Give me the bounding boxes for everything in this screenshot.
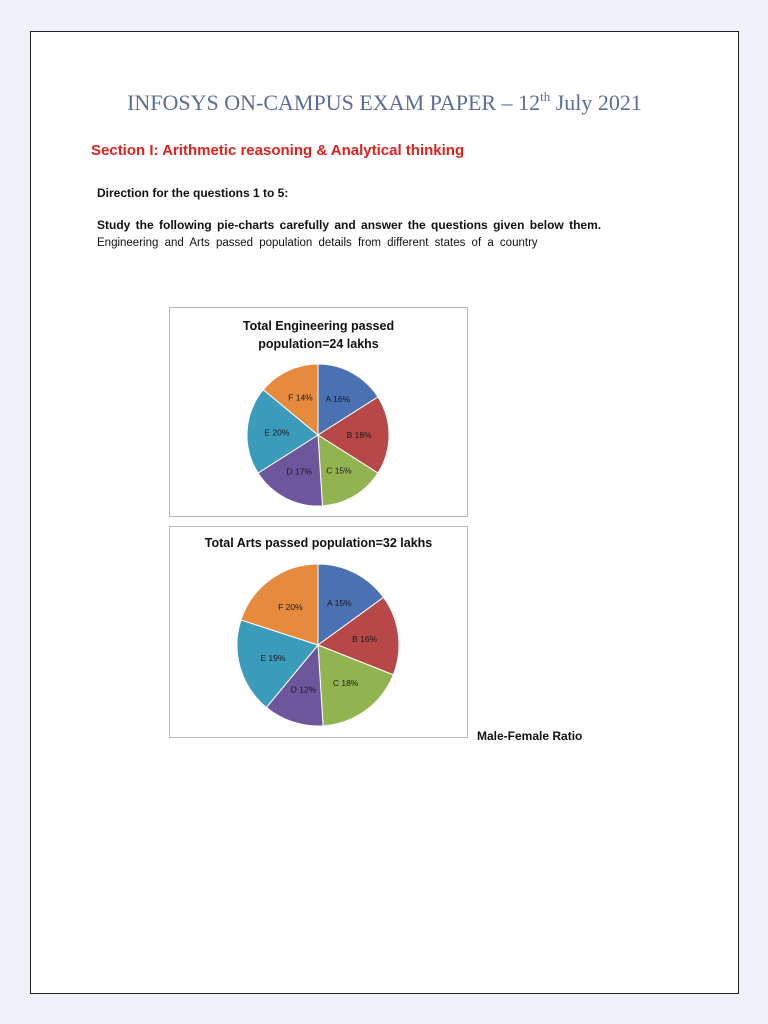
- pie-label-d: D 17%: [286, 466, 313, 477]
- arts-title-line1: Total Arts passed population=32 lakhs: [204, 536, 433, 550]
- direction-text: Direction for the questions 1 to 5:: [97, 186, 289, 200]
- pie-label-c: C 15%: [326, 465, 352, 476]
- arts-pie-svg: [170, 527, 467, 737]
- arts-pie-chart: [169, 526, 468, 738]
- chart-description: Engineering and Arts passed population details from different states of a country: [97, 237, 538, 249]
- title-superscript: th: [540, 89, 551, 104]
- pie-label-d: D 12%: [290, 684, 317, 695]
- page-title: [31, 90, 738, 116]
- title-main: INFOSYS ON-CAMPUS EXAM PAPER – 12: [127, 90, 541, 115]
- pie-label-a: A 15%: [327, 598, 352, 609]
- title-rest: July 2021: [550, 90, 642, 115]
- pie-label-a: A 16%: [325, 393, 351, 404]
- section-heading: Section I: Arithmetic reasoning & Analytical thinking: [91, 142, 465, 159]
- engineering-pie-svg: [170, 308, 467, 516]
- exam-page: [30, 31, 739, 994]
- engineering-title-line2: population=24 lakhs: [258, 337, 379, 351]
- pie-label-c: C 18%: [332, 678, 359, 689]
- male-female-ratio-label: Male-Female Ratio: [477, 729, 583, 743]
- engineering-title-line1: Total Engineering passed: [242, 319, 395, 333]
- pie-label-e: E 19%: [260, 653, 286, 664]
- engineering-pie-chart: [169, 307, 468, 517]
- study-instruction: Study the following pie-charts carefully and answer the questions given below them.: [97, 218, 602, 232]
- pie-label-b: B 16%: [352, 634, 378, 645]
- pie-label-b: B 18%: [346, 430, 372, 440]
- pie-label-f: F 14%: [288, 392, 313, 403]
- pie-label-e: E 20%: [264, 427, 290, 438]
- pie-label-f: F 20%: [278, 601, 303, 612]
